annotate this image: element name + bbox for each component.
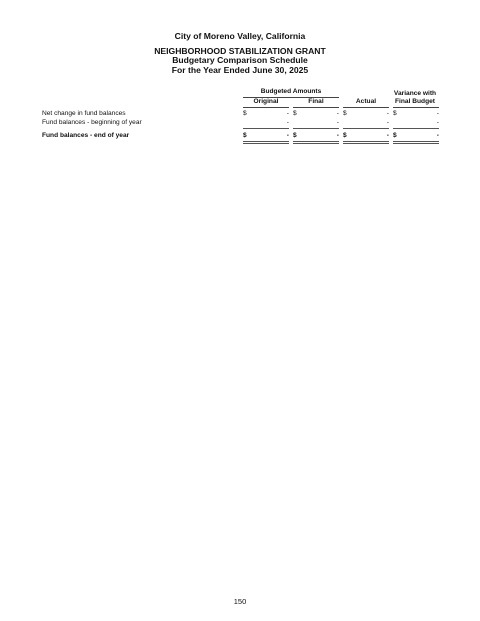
- double-underline-bottom: [393, 143, 439, 144]
- double-underline-top: [393, 141, 439, 142]
- original-header-rule: [243, 107, 289, 108]
- schedule-title: Budgetary Comparison Schedule: [172, 55, 308, 66]
- double-underline-top: [293, 141, 339, 142]
- final-value: -: [336, 119, 339, 126]
- fund-title: NEIGHBORHOOD STABILIZATION GRANT: [154, 45, 326, 56]
- variance-header-rule: [393, 107, 439, 108]
- dollar-sign: $: [343, 132, 347, 139]
- dollar-sign: $: [293, 110, 297, 117]
- row-label-net-change: Net change in fund balances: [42, 110, 126, 117]
- dollar-sign: $: [393, 132, 397, 139]
- dollar-sign: $: [243, 132, 247, 139]
- page-number: 150: [233, 597, 247, 606]
- subtotal-rule: [393, 128, 439, 129]
- double-underline-top: [343, 141, 389, 142]
- original-value: -: [286, 119, 289, 126]
- dollar-sign: $: [343, 110, 347, 117]
- variance-value: -: [436, 132, 439, 139]
- double-underline-bottom: [343, 143, 389, 144]
- budgeted-amounts-header: Budgeted Amounts: [260, 88, 322, 95]
- dollar-sign: $: [393, 110, 397, 117]
- actual-value: -: [386, 110, 389, 117]
- dollar-sign: $: [293, 132, 297, 139]
- variance-value: -: [436, 110, 439, 117]
- subtotal-rule: [243, 128, 289, 129]
- row-label-beginning-balance: Fund balances - beginning of year: [42, 119, 142, 126]
- variance-header-line2: Final Budget: [395, 98, 435, 105]
- city-title: City of Moreno Valley, California: [174, 31, 306, 41]
- double-underline-bottom: [243, 143, 289, 144]
- original-value: -: [286, 110, 289, 117]
- actual-value: -: [386, 119, 389, 126]
- double-underline-bottom: [293, 143, 339, 144]
- actual-header-rule: [343, 107, 389, 108]
- actual-header: Actual: [355, 98, 377, 105]
- variance-header-line1: Variance with: [393, 90, 437, 97]
- actual-value: -: [386, 132, 389, 139]
- final-value: -: [336, 132, 339, 139]
- final-header-rule: [293, 107, 339, 108]
- original-value: -: [286, 132, 289, 139]
- double-underline-top: [243, 141, 289, 142]
- subtotal-rule: [343, 128, 389, 129]
- final-value: -: [336, 110, 339, 117]
- period-title: For the Year Ended June 30, 2025: [171, 64, 309, 75]
- subtotal-rule: [293, 128, 339, 129]
- dollar-sign: $: [243, 110, 247, 117]
- variance-value: -: [436, 119, 439, 126]
- row-label-ending-balance: Fund balances - end of year: [42, 132, 130, 139]
- original-header: Original: [253, 98, 279, 105]
- final-header: Final: [308, 98, 324, 105]
- report-header: [0, 32, 480, 75]
